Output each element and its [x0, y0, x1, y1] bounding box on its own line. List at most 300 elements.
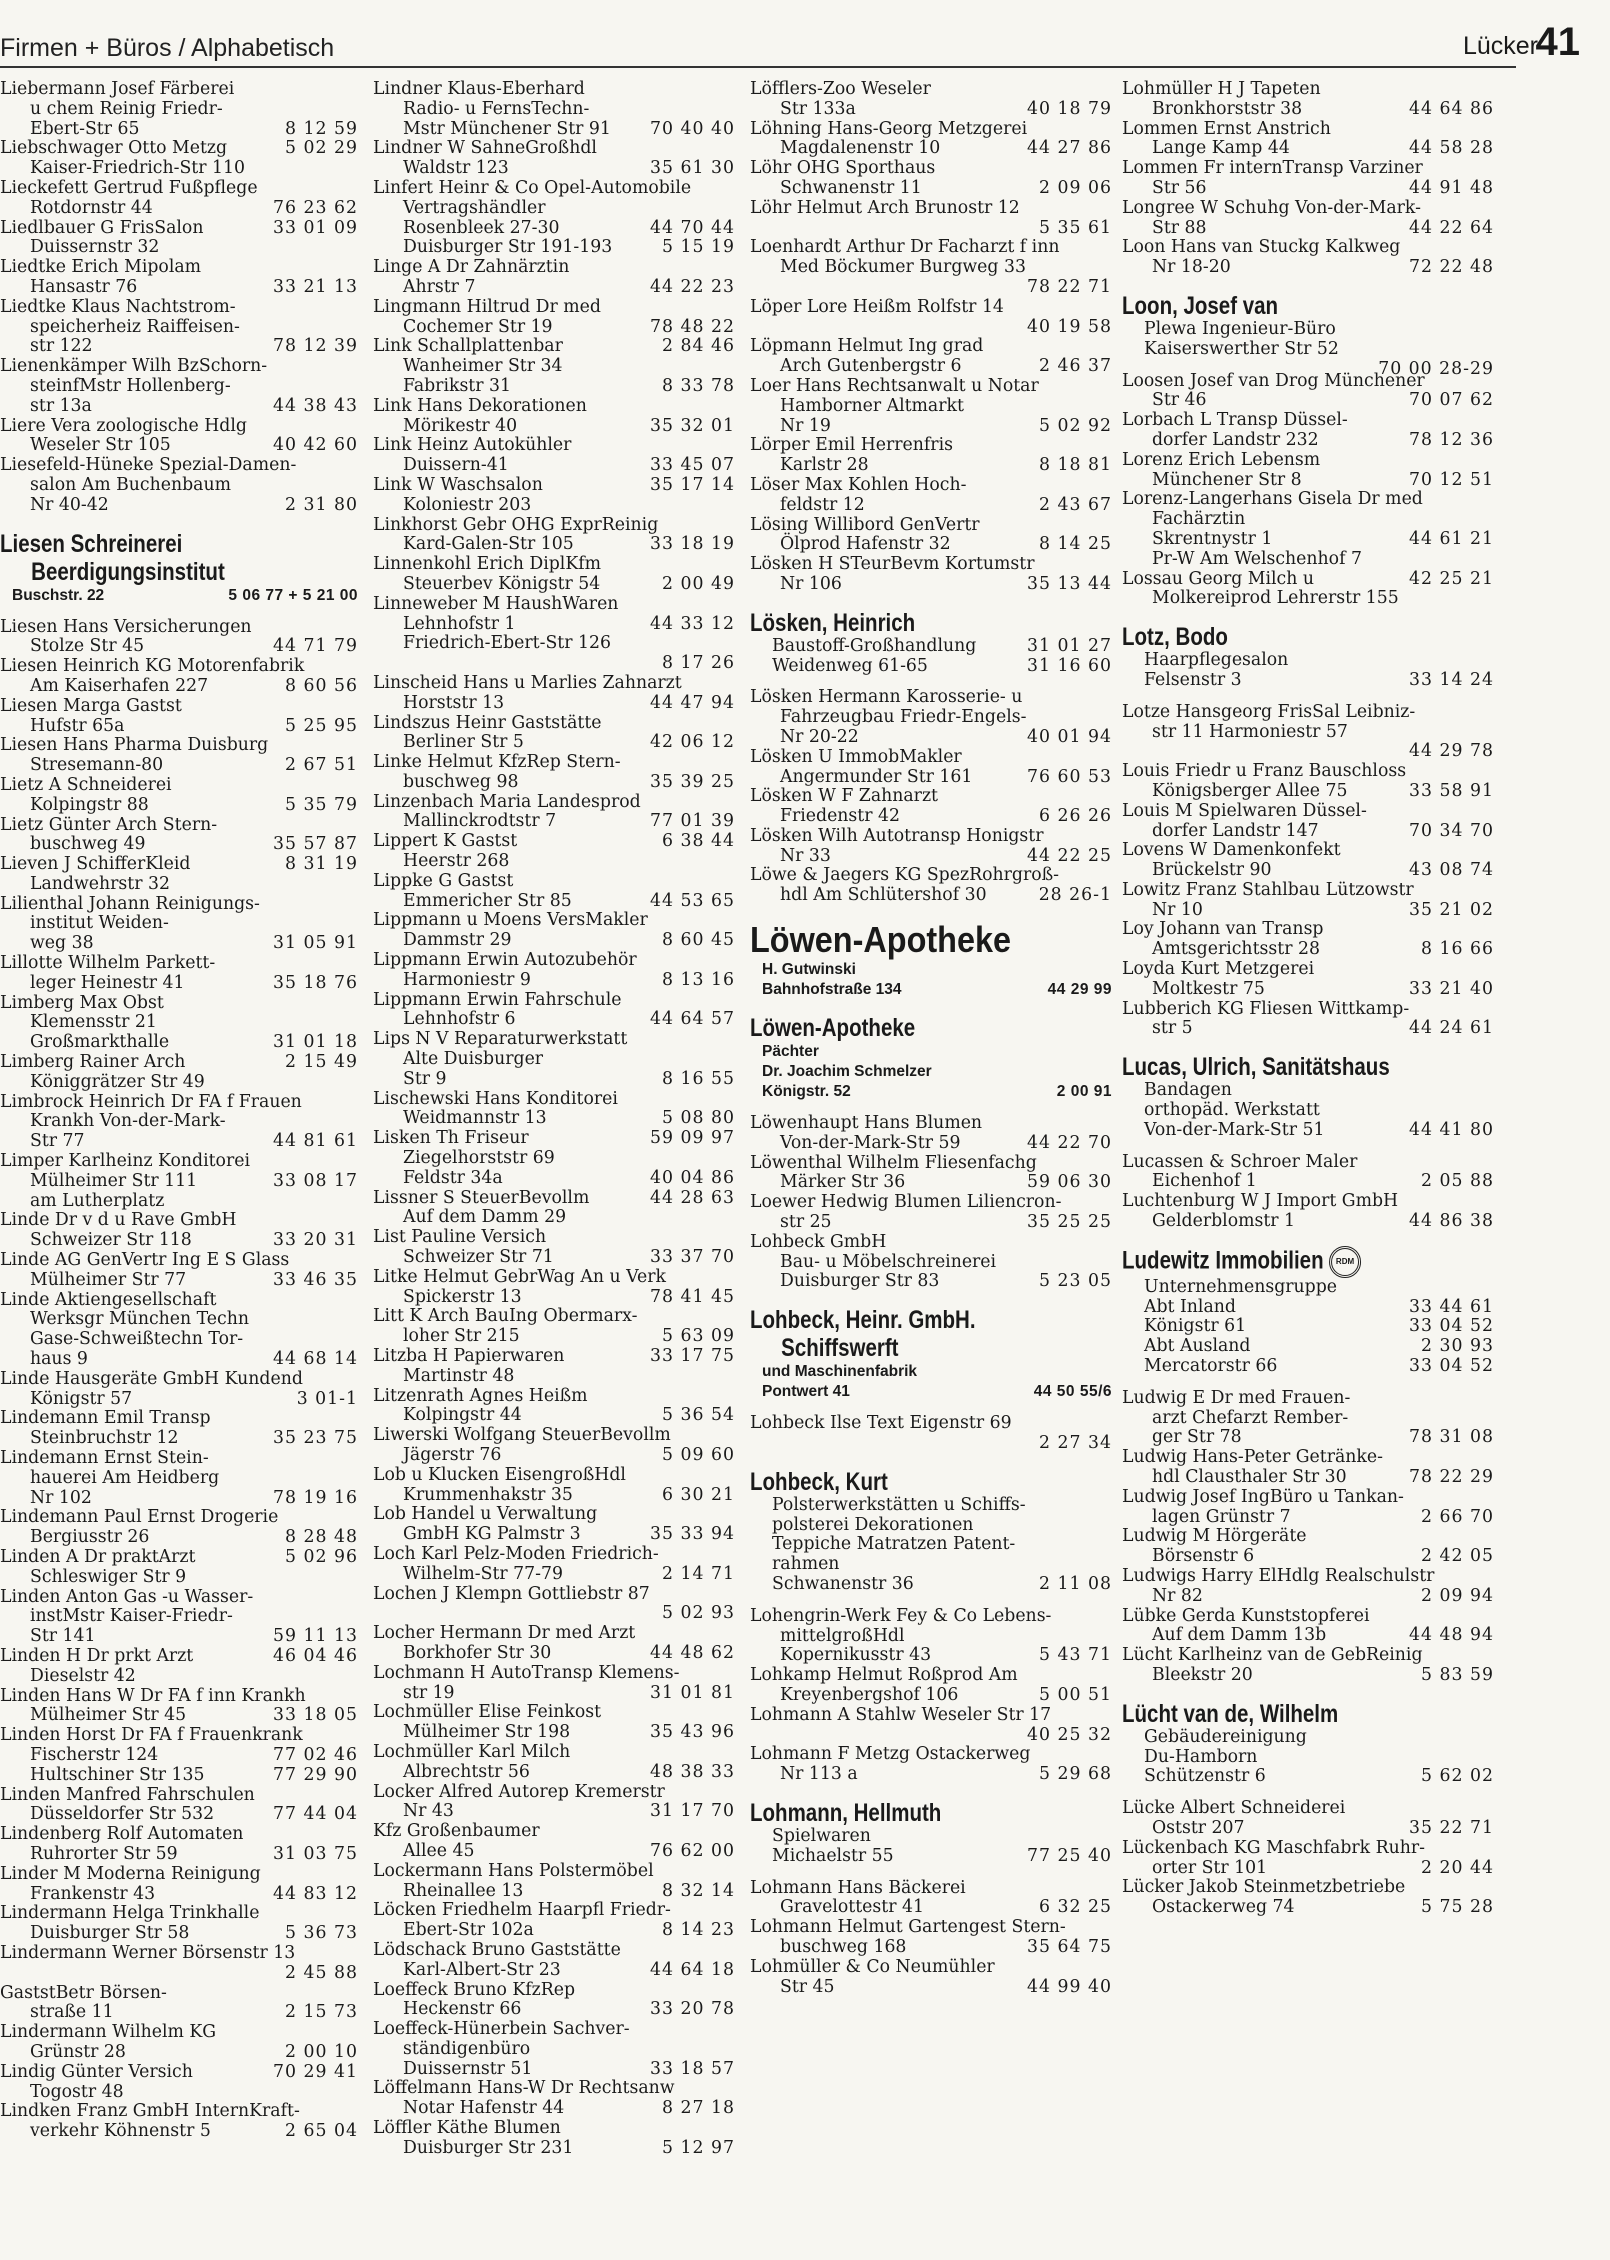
entry-line: Duisburger Str 231 5 12 97 — [403, 2137, 735, 2158]
phone-number: 46 04 46 — [273, 1645, 358, 1666]
entry-line: Löhr OHG Sporthaus — [750, 158, 936, 179]
listing-entry — [1122, 1192, 1494, 1232]
listing-entry — [0, 1548, 358, 1588]
listing-entry — [373, 337, 735, 396]
phone-number: 5 00 51 — [1039, 1685, 1112, 1706]
listing-entry — [0, 139, 358, 179]
phone-number: 70 07 62 — [1409, 390, 1494, 411]
entry-line: Loer Hans Rechtsanwalt u Notar — [750, 375, 1039, 396]
listing-entry — [0, 1786, 358, 1826]
entry-line: Str 45 44 99 40 — [780, 1976, 1112, 1997]
phone-number: 77 29 90 — [273, 1764, 358, 1785]
entry-line: Hufstr 65a 5 25 95 — [30, 715, 358, 736]
ad-title: Schiffswerft — [781, 1334, 899, 1363]
entry-line: Lohmann F Metzg Ostackerweg — [750, 1744, 1031, 1765]
listing-entry — [1122, 1607, 1494, 1647]
entry-line: Lips N V Reparaturwerkstatt — [373, 1029, 628, 1050]
listing-entry — [0, 1053, 358, 1093]
phone-number: 8 32 14 — [662, 1880, 735, 1901]
entry-line: Nr 20-22 40 01 94 — [780, 726, 1112, 747]
entry-line: Kard-Galen-Str 105 33 18 19 — [403, 534, 735, 555]
entry-line: Klemensstr 21 — [30, 1012, 157, 1033]
entry-line: Oststr 207 35 22 71 — [1152, 1817, 1494, 1838]
entry-line: Löfflers-Zoo Weseler — [750, 80, 931, 99]
entry-line: Lietz A Schneiderei — [0, 774, 172, 795]
entry-line: institut Weiden- — [30, 913, 169, 934]
phone-number: 5 35 79 — [285, 794, 358, 815]
entry-line: Litzba H Papierwaren 33 17 75 — [373, 1346, 735, 1366]
phone-number: 5 36 73 — [285, 1923, 358, 1944]
phone-number: 5 02 92 — [1039, 415, 1112, 436]
entry-line: Bronkhorststr 38 44 64 86 — [1152, 98, 1494, 119]
entry-line: Münchener Str 8 70 12 51 — [1152, 469, 1494, 490]
phone-number: 2 11 08 — [1039, 1574, 1112, 1595]
entry-line: Lommen Ernst Anstrich — [1122, 118, 1331, 139]
entry-line: Lohengrin-Werk Fey & Co Lebens- — [750, 1605, 1052, 1626]
phone-number: 76 23 62 — [273, 197, 358, 218]
phone-number: 2 00 49 — [662, 573, 735, 594]
entry-line: Dieselstr 42 — [30, 1665, 136, 1686]
phone-number: 2 42 05 — [1421, 1546, 1494, 1567]
listing-entry — [750, 1233, 1112, 1292]
entry-line: Hultschiner Str 135 77 29 90 — [30, 1764, 358, 1785]
listing-entry — [373, 476, 735, 516]
listing-entry — [373, 1228, 735, 1268]
entry-line: Litke Helmut GebrWag An u Verk — [373, 1266, 666, 1287]
entry-line: loher Str 215 5 63 09 — [403, 1326, 735, 1347]
listing-entry — [0, 697, 358, 737]
listing-entry — [750, 238, 1112, 297]
entry-line: Lücht Karlheinz van de GebReinig — [1122, 1645, 1423, 1666]
phone-number: 2 20 44 — [1421, 1857, 1494, 1878]
entry-line: speicherheiz Raiffeisen- — [30, 316, 240, 337]
entry-line: Lindemann Emil Transp — [0, 1408, 211, 1429]
listing-entry — [373, 436, 735, 476]
phone-number: 35 43 96 — [650, 1722, 735, 1743]
phone-number: 28 26-1 — [1038, 885, 1112, 906]
entry-line: Moltkestr 75 33 21 40 — [1152, 978, 1494, 999]
entry-line: Rheinallee 13 8 32 14 — [403, 1880, 735, 1901]
phone-number: 40 19 58 — [1027, 316, 1112, 337]
phone-number: 8 28 48 — [285, 1527, 358, 1548]
phone-number: 44 22 25 — [1027, 845, 1112, 866]
entry-line: Lochmüller Karl Milch — [373, 1741, 571, 1762]
entry-line: Bahnhofstraße 134 44 29 99 — [762, 981, 1112, 999]
entry-line: Rosenbleek 27-30 44 70 44 — [403, 217, 735, 238]
phone-number: 43 08 74 — [1409, 860, 1494, 881]
listing-entry — [0, 1588, 358, 1647]
entry-line: Gelderblomstr 1 44 86 38 — [1152, 1211, 1494, 1232]
entry-line: Lindszus Heinr Gaststätte — [373, 712, 602, 733]
entry-line: Nr 18-20 72 22 48 — [1152, 257, 1494, 278]
entry-line: u chem Reinig Friedr- — [30, 98, 223, 119]
listing-entry — [373, 1268, 735, 1308]
entry-line: Löser Max Kohlen Hoch- — [750, 474, 967, 495]
entry-line: Pr-W Am Welschenhof 7 — [1152, 548, 1362, 569]
listing-entry — [373, 516, 735, 556]
entry-line: Link Heinz Autokühler — [373, 435, 572, 456]
listing-entry — [373, 793, 735, 833]
listing-entry — [750, 688, 1112, 747]
phone-number: 35 64 75 — [1027, 1936, 1112, 1957]
entry-line: Nr 19 5 02 92 — [780, 415, 1112, 436]
entry-line: Löper Lore Heißm Rolfstr 14 — [750, 296, 1004, 317]
entry-line: Louis M Spielwaren Düssel- — [1122, 800, 1367, 821]
entry-line: str 122 78 12 39 — [30, 336, 358, 357]
phone-number: 35 18 76 — [273, 972, 358, 993]
directory-column-3 — [750, 80, 1112, 1997]
phone-number: 44 68 14 — [273, 1349, 358, 1370]
listing-entry — [373, 872, 735, 912]
listing-entry — [0, 258, 358, 298]
entry-line: Pontwert 41 44 50 55/6 — [762, 1383, 1112, 1401]
listing-entry — [373, 2020, 735, 2079]
entry-line: mittelgroßHdl — [780, 1625, 905, 1646]
entry-line: Lindemann Paul Ernst Drogerie — [0, 1507, 279, 1528]
listing-entry — [750, 827, 1112, 867]
entry-line: Limberg Rainer Arch 2 15 49 — [0, 1052, 358, 1073]
phone-number: 70 12 51 — [1409, 469, 1494, 490]
entry-line: Alte Duisburger — [403, 1049, 544, 1070]
entry-line: Lücke Albert Schneiderei — [1122, 1798, 1346, 1819]
listing-entry — [0, 1152, 358, 1211]
phone-number: 40 42 60 — [273, 435, 358, 456]
phone-number: 35 17 14 — [650, 474, 735, 495]
listing-entry — [750, 1745, 1112, 1785]
entry-line: Kolpingstr 44 5 36 54 — [403, 1405, 735, 1426]
listing-entry — [373, 1545, 735, 1585]
phone-number: 31 01 18 — [273, 1032, 358, 1053]
entry-line: Lindemann Ernst Stein- — [0, 1448, 209, 1468]
phone-number: 33 45 07 — [650, 455, 735, 476]
phone-number: 31 01 27 — [1027, 635, 1112, 656]
phone-number: 70 34 70 — [1409, 820, 1494, 841]
entry-line: Baustoff-Großhandlung 31 01 27 — [772, 635, 1112, 656]
entry-line: Kaiser-Friedrich-Str 110 — [30, 158, 245, 179]
entry-line: Str 133a 40 18 79 — [780, 98, 1112, 119]
entry-line: Liesen Hans Versicherungen — [0, 616, 252, 637]
phone-number: 31 05 91 — [273, 933, 358, 954]
listing-entry — [1122, 1448, 1494, 1488]
entry-line: Schwanenstr 11 2 09 06 — [780, 177, 1112, 198]
entry-line: Ebert-Str 102a 8 14 23 — [403, 1920, 735, 1941]
ad-title: Lotz, Bodo — [1122, 623, 1228, 652]
entry-line: Spickerstr 13 78 41 45 — [403, 1286, 735, 1307]
entry-line: Ziegelhorststr 69 — [403, 1148, 555, 1169]
phone-number: 35 39 25 — [650, 771, 735, 792]
entry-line: List Pauline Versich — [373, 1227, 547, 1248]
listing-entry — [373, 951, 735, 991]
listing-entry — [373, 1862, 735, 1902]
listing-entry — [0, 2102, 358, 2142]
phone-number: 2 30 93 — [1421, 1336, 1494, 1357]
entry-line: Lückenbach KG Maschfabrk Ruhr- — [1122, 1837, 1426, 1858]
entry-line: Ahrstr 7 44 22 23 — [403, 276, 735, 297]
entry-line: GaststBetr Börsen- — [0, 1982, 167, 2003]
entry-line: Loenhardt Arthur Dr Facharzt f inn — [750, 237, 1060, 258]
phone-number: 2 14 71 — [662, 1563, 735, 1584]
phone-number: 77 01 39 — [650, 811, 735, 832]
entry-line: Pächter — [762, 1043, 819, 1061]
entry-line: Lohmann Helmut Gartengest Stern- — [750, 1917, 1066, 1938]
ad-title: Lohbeck, Heinr. GmbH. — [750, 1306, 976, 1335]
entry-line: Magdalenenstr 10 44 27 86 — [780, 138, 1112, 159]
phone-number: 76 62 00 — [650, 1840, 735, 1861]
entry-line: Löhning Hans-Georg Metzgerei — [750, 118, 1028, 139]
entry-line: Berliner Str 5 42 06 12 — [403, 732, 735, 753]
entry-line: Lösken H STeurBevm Kortumstr — [750, 554, 1035, 575]
section-title: Firmen + Büros / Alphabetisch — [0, 34, 335, 62]
directory-column-4 — [1122, 80, 1494, 1918]
listing-entry — [0, 816, 358, 856]
phone-number: 6 30 21 — [662, 1484, 735, 1505]
phone-number: 44 22 23 — [650, 276, 735, 297]
display-advertisement — [1122, 1053, 1494, 1140]
entry-line: Schleswiger Str 9 — [30, 1566, 187, 1587]
entry-line: Abt Inland 33 44 61 — [1144, 1296, 1494, 1317]
listing-entry — [1122, 570, 1494, 610]
listing-entry — [373, 2079, 735, 2119]
listing-entry — [373, 1981, 735, 2021]
entry-line: Nr 33 44 22 25 — [780, 845, 1112, 866]
entry-line: Loewer Hedwig Blumen Liliencron- — [750, 1192, 1062, 1213]
entry-line: Str 46 70 07 62 — [1152, 390, 1494, 411]
entry-line: Litzenrath Agnes Heißm — [373, 1385, 588, 1406]
entry-line: Lochmüller Elise Feinkost — [373, 1702, 602, 1723]
listing-entry — [373, 753, 735, 793]
ad-title: Lohmann, Hellmuth — [750, 1799, 942, 1827]
listing-entry — [750, 516, 1112, 556]
entry-line: Linden A Dr praktArzt 5 02 96 — [0, 1546, 358, 1567]
entry-line: Borkhofer Str 30 44 48 62 — [403, 1642, 735, 1663]
phone-number: 35 32 01 — [650, 415, 735, 436]
phone-number: 77 44 04 — [273, 1804, 358, 1825]
entry-line: Spielwaren — [772, 1826, 871, 1846]
entry-line: Lochen J Klempn Gottliebstr 87 — [373, 1583, 650, 1604]
entry-line: Linde AG GenVertr Ing E S Glass — [0, 1250, 290, 1271]
listing-entry — [750, 787, 1112, 827]
listing-entry — [0, 1291, 358, 1370]
listing-entry — [0, 1904, 358, 1944]
entry-line: Lange Kamp 44 44 58 28 — [1152, 138, 1494, 159]
phone-number: 40 04 86 — [650, 1167, 735, 1188]
entry-line: Werksgr München Techn — [30, 1309, 249, 1330]
entry-line: Liebschwager Otto Metzg 5 02 29 — [0, 138, 358, 159]
phone-number: 31 03 75 — [273, 1843, 358, 1864]
phone-number: 2 15 73 — [285, 2002, 358, 2023]
display-advertisement — [1122, 1246, 1494, 1377]
entry-line: feldstr 12 2 43 67 — [780, 494, 1112, 515]
entry-line: Löwenhaupt Hans Blumen — [750, 1113, 983, 1134]
entry-line: Königgrätzer Str 49 — [30, 1071, 205, 1092]
entry-line: Lietz Günter Arch Stern- — [0, 814, 218, 835]
display-advertisement — [750, 920, 1112, 1000]
listing-entry — [0, 1647, 358, 1687]
listing-entry — [750, 1414, 1112, 1454]
phone-number: 2 84 46 — [662, 336, 735, 357]
entry-line — [1122, 742, 1494, 762]
entry-line: Lohmann Hans Bäckerei — [750, 1877, 966, 1898]
entry-line: Ebert-Str 65 8 12 59 — [30, 118, 358, 139]
entry-line: Auf dem Damm 13b 44 48 94 — [1152, 1625, 1494, 1646]
listing-entry — [0, 1508, 358, 1548]
phone-number: 44 64 18 — [650, 1959, 735, 1980]
phone-number: 44 22 70 — [1027, 1132, 1112, 1153]
phone-number: 31 16 60 — [1027, 655, 1112, 676]
listing-entry — [373, 1822, 735, 1862]
phone-number: 42 06 12 — [650, 732, 735, 753]
listing-entry — [0, 219, 358, 259]
entry-line: Lindner Klaus-Eberhard — [373, 80, 585, 99]
listing-entry — [373, 555, 735, 595]
listing-entry — [0, 417, 358, 457]
phone-number: 2 45 88 — [285, 1962, 358, 1983]
entry-line: Börsenstr 6 2 42 05 — [1152, 1546, 1494, 1567]
entry-line: Locher Hermann Dr med Arzt — [373, 1623, 636, 1644]
entry-line: Nr 102 78 19 16 — [30, 1487, 358, 1508]
phone-number: 33 44 61 — [1409, 1296, 1494, 1317]
entry-line: Stolze Str 45 44 71 79 — [30, 636, 358, 657]
listing-entry — [750, 120, 1112, 160]
entry-line: Linden Horst Dr FA f Frauenkrank — [0, 1725, 303, 1746]
entry-line: Lotze Hansgeorg FrisSal Leibniz- — [1122, 701, 1416, 722]
listing-entry — [0, 456, 358, 515]
listing-entry — [750, 748, 1112, 788]
listing-entry — [373, 1703, 735, 1743]
phone-number: 5 83 59 — [1421, 1664, 1494, 1685]
listing-entry — [373, 1030, 735, 1089]
entry-line: salon Am Buchenbaum — [30, 474, 231, 495]
entry-line: Mülheimer Str 77 33 46 35 — [30, 1269, 358, 1290]
entry-line: Linden Manfred Fahrschulen — [0, 1784, 255, 1805]
listing-entry — [750, 199, 1112, 239]
phone-number: 5 02 29 — [285, 138, 358, 159]
listing-entry — [750, 337, 1112, 377]
phone-number: 8 16 66 — [1421, 939, 1494, 960]
entry-line: Link Schallplattenbar 2 84 46 — [373, 336, 735, 357]
entry-line: Link W Waschsalon 35 17 14 — [373, 474, 735, 495]
entry-line: Liere Vera zoologische Hdlg — [0, 415, 247, 436]
entry-line: Lucassen & Schroer Maler — [1122, 1151, 1358, 1172]
entry-line: Düsseldorfer Str 532 77 44 04 — [30, 1804, 358, 1825]
entry-line: Auf dem Damm 29 — [403, 1207, 567, 1228]
entry-line: Felsenstr 3 33 14 24 — [1144, 669, 1494, 690]
listing-entry — [750, 80, 1112, 120]
entry-line: Jägerstr 76 5 09 60 — [403, 1444, 735, 1465]
entry-line: Lingmann Hiltrud Dr med — [373, 296, 601, 317]
entry-line: Notar Hafenstr 44 8 27 18 — [403, 2098, 735, 2119]
phone-number: 2 00 91 — [1056, 1083, 1112, 1101]
entry-line: Heerstr 268 — [403, 851, 510, 872]
listing-entry — [1122, 411, 1494, 451]
entry-line: Von-der-Mark-Str 59 44 22 70 — [780, 1132, 1112, 1153]
listing-entry — [373, 258, 735, 298]
entry-line — [373, 654, 735, 674]
listing-entry — [750, 159, 1112, 199]
listing-entry — [1122, 960, 1494, 1000]
entry-line: Löffelmann Hans-W Dr Rechtsanw — [373, 2078, 675, 2099]
phone-number: 42 25 21 — [1409, 568, 1494, 589]
entry-line: Arch Gutenbergstr 6 2 46 37 — [780, 356, 1112, 377]
listing-entry — [750, 1706, 1112, 1746]
entry-line: Med Böckumer Burgweg 33 — [780, 257, 1026, 278]
entry-line: Lehnhofstr 6 44 64 57 — [403, 1009, 735, 1030]
entry-line — [750, 278, 1112, 298]
entry-line: Horststr 13 44 47 94 — [403, 692, 735, 713]
entry-line: Lippmann u Moens VersMakler — [373, 910, 648, 931]
entry-line: Lücker Jakob Steinmetzbetriebe — [1122, 1877, 1406, 1898]
listing-entry — [0, 895, 358, 954]
entry-line: Lohmann A Stahlw Weseler Str 17 — [750, 1704, 1052, 1725]
phone-number: 5 29 68 — [1039, 1764, 1112, 1785]
entry-line: hdl Clausthaler Str 30 78 22 29 — [1152, 1467, 1494, 1488]
ad-title: Ludewitz Immobilien RDM — [1122, 1246, 1427, 1278]
entry-line: Lübke Gerda Kunststopferei — [1122, 1605, 1370, 1626]
entry-line: Bergiusstr 26 8 28 48 — [30, 1527, 358, 1548]
listing-entry — [1122, 1000, 1494, 1040]
entry-line: Liedtke Klaus Nachtstrom- — [0, 296, 236, 317]
phone-number: 3 01-1 — [296, 1388, 358, 1409]
listing-entry — [750, 1193, 1112, 1233]
phone-number: 44 86 38 — [1409, 1211, 1494, 1232]
listing-entry — [373, 1901, 735, 1941]
phone-number: 44 38 43 — [273, 395, 358, 416]
entry-line: Linscheid Hans u Marlies Zahnarzt — [373, 672, 682, 693]
listing-entry — [373, 2119, 735, 2159]
entry-line: Nr 113 a 5 29 68 — [780, 1764, 1112, 1785]
entry-line: Lindermann Wilhelm KG — [0, 2022, 217, 2043]
phone-number: 8 60 56 — [285, 675, 358, 696]
entry-line: Lillotte Wilhelm Parkett- — [0, 953, 216, 974]
entry-line: Am Kaiserhafen 227 8 60 56 — [30, 675, 358, 696]
entry-line: Unternehmensgruppe — [1144, 1276, 1338, 1297]
display-advertisement — [750, 1014, 1112, 1102]
listing-entry — [1122, 372, 1494, 412]
entry-line: Du-Hamborn — [1144, 1746, 1258, 1767]
phone-number: 8 12 59 — [285, 118, 358, 139]
entry-line: Duissernstr 51 33 18 57 — [403, 2058, 735, 2079]
entry-line: Linnenkohl Erich DiplKfm — [373, 554, 602, 575]
phone-number: 70 40 40 — [650, 118, 735, 139]
entry-line: Fachärztin — [1152, 509, 1246, 530]
entry-line: Liebermann Josef Färberei — [0, 80, 235, 99]
listing-entry — [0, 954, 358, 994]
entry-line: Lubberich KG Fliesen Wittkamp- — [1122, 998, 1410, 1019]
listing-entry — [1122, 1488, 1494, 1528]
listing-entry — [1122, 881, 1494, 921]
listing-entry — [0, 1409, 358, 1449]
listing-entry — [0, 1251, 358, 1291]
entry-line: Loy Johann van Transp — [1122, 919, 1324, 940]
phone-number: 78 41 45 — [650, 1286, 735, 1307]
entry-line: Lochmann H AutoTransp Klemens- — [373, 1662, 680, 1683]
entry-line: Liesen Hans Pharma Duisburg — [0, 735, 269, 756]
entry-line: hdl Am Schlütershof 30 28 26-1 — [780, 885, 1112, 906]
entry-line: Lösing Willibord GenVertr — [750, 514, 980, 535]
entry-line: Limper Karlheinz Konditorei — [0, 1151, 250, 1172]
entry-line: Weseler Str 105 40 42 60 — [30, 435, 358, 456]
entry-line: Martinstr 48 — [403, 1365, 515, 1386]
phone-number: 5 75 28 — [1421, 1897, 1494, 1918]
entry-line: Skrentnystr 1 44 61 21 — [1152, 528, 1494, 549]
phone-number: 5 09 60 — [662, 1444, 735, 1465]
phone-number: 59 06 30 — [1027, 1172, 1112, 1193]
entry-line: Linde Dr v d u Rave GmbH — [0, 1210, 237, 1231]
entry-line: verkehr Köhnenstr 5 2 65 04 — [30, 2121, 358, 2142]
entry-line: Lösken W F Zahnarzt — [750, 786, 938, 807]
listing-entry — [1122, 762, 1494, 802]
phone-number: 70 00 28-29 — [1378, 358, 1494, 379]
